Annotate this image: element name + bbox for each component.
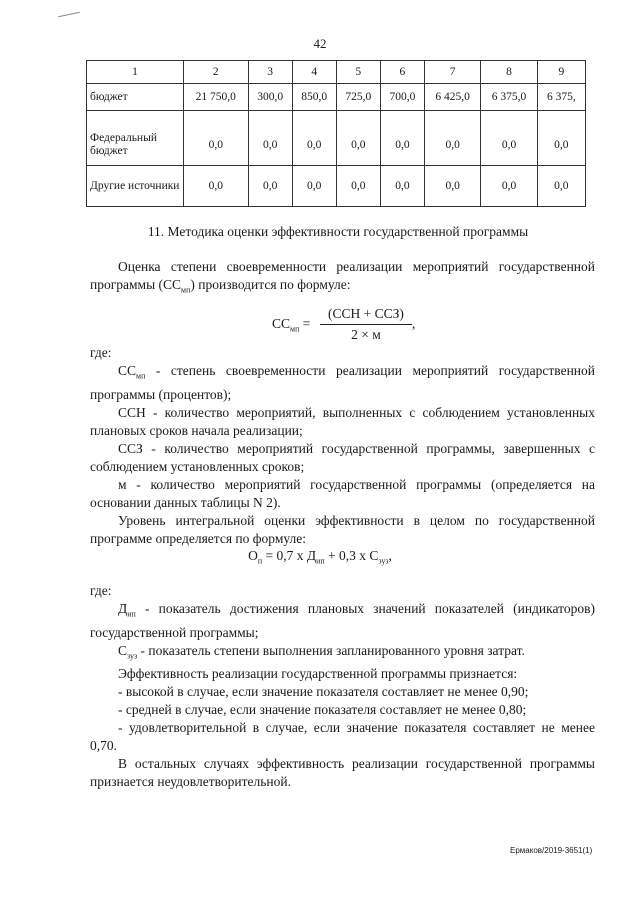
table-row — [87, 166, 586, 207]
def-d-subscript: ип — [127, 609, 136, 619]
header-cell: 1 — [87, 61, 184, 84]
header-cell: 5 — [336, 61, 380, 84]
header-cell: 4 — [292, 61, 336, 84]
formula-denominator: 2 × м — [351, 327, 381, 342]
table-cell: 0,0 — [292, 111, 336, 166]
eff-other: В остальных случаях эффективность реализации государственной программы признается неудовлетворительной. — [90, 756, 595, 790]
def-d-text: - показатель достижения плановых значений показателей (индикаторов) государственной программы; — [90, 601, 595, 640]
table-cell: 725,0 — [336, 84, 380, 111]
table-cell: 0,0 — [248, 111, 292, 166]
table-cell: 0,0 — [481, 166, 537, 207]
formula-op — [0, 548, 640, 566]
table-cell: 850,0 — [292, 84, 336, 111]
formula2-subscript: ип — [316, 556, 325, 566]
row-label: Другие источники — [87, 166, 184, 207]
footer-code: Ермаков/2019-3651(1) — [510, 846, 593, 855]
header-cell: 9 — [537, 61, 585, 84]
def-ss — [90, 362, 595, 404]
row-label: Федеральный бюджет — [87, 111, 184, 166]
page-number: 42 — [313, 36, 327, 51]
intro-text: Оценка степени своевременности реализации мероприятий государственной программы (СС — [90, 259, 595, 292]
def-d — [90, 600, 595, 642]
def-ssn: ССН - количество мероприятий, выполненных с соблюдением установленных плановых сроков начала реализации; — [90, 404, 595, 438]
table-cell: 700,0 — [380, 84, 424, 111]
section-title: 11. Методика оценки эффективности государственной программы — [147, 224, 529, 239]
table-cell: 6 375,0 — [481, 84, 537, 111]
formula2-part: + 0,3 х С — [324, 548, 379, 563]
table-cell: 0,0 — [424, 166, 480, 207]
header-cell: 8 — [481, 61, 537, 84]
def-ss-text: - степень своевременности реализации мероприятий государственной программы (процентов); — [90, 363, 595, 402]
formula-lhs-symbol: СС — [272, 316, 291, 331]
def-ss-symbol: СС — [118, 363, 137, 378]
table-cell: 0,0 — [481, 111, 537, 166]
table-row — [87, 84, 586, 111]
formula-numerator: (ССН + ССЗ) — [320, 306, 412, 325]
formula2-part: = 0,7 х Д — [262, 548, 317, 563]
intro-text-end: ) производится по формуле: — [190, 277, 351, 292]
def-s-symbol: С — [118, 642, 128, 658]
header-cell: 6 — [380, 61, 424, 84]
formula2-subscript: зуз — [378, 556, 389, 566]
paragraph-intro — [90, 258, 595, 300]
def-ssz: ССЗ - количество мероприятий государственной программы, завершенных с соблюдением установленных сроков; — [90, 440, 595, 474]
formula-fraction — [320, 306, 412, 343]
def-d-symbol: Д — [118, 601, 128, 616]
definitions-block-1 — [90, 344, 595, 548]
formula2-subscript: п — [257, 556, 263, 566]
table-cell: 0,0 — [248, 166, 292, 207]
table-cell: 0,0 — [292, 166, 336, 207]
table-cell: 300,0 — [248, 84, 292, 111]
table-cell: 21 750,0 — [184, 84, 249, 111]
eff-satisfactory: - удовлетворительной в случае, если значение показателя составляет не менее 0,70. — [90, 720, 595, 754]
table-cell: 0,0 — [537, 111, 585, 166]
table-cell: 0,0 — [380, 111, 424, 166]
def-m: м - количество мероприятий государственной программы (определяется на основании данных таблицы N 2). — [90, 476, 595, 510]
eff-mid: - средней в случае, если значение показателя составляет не менее 0,80; — [118, 702, 527, 718]
table-cell: 0,0 — [184, 111, 249, 166]
def-s-text: - показатель степени выполнения запланированного уровня затрат. — [137, 642, 525, 658]
formula-comma: , — [412, 316, 416, 331]
table-cell: 0,0 — [537, 166, 585, 207]
table-cell: 0,0 — [336, 111, 380, 166]
where-label: где: — [90, 345, 112, 360]
formula-equals: = — [299, 316, 311, 331]
def-s — [90, 642, 595, 666]
table-header-row — [87, 61, 586, 84]
table-cell: 0,0 — [336, 166, 380, 207]
scan-mark — [58, 12, 80, 18]
table-cell: 0,0 — [380, 166, 424, 207]
budget-table — [86, 60, 586, 207]
header-cell: 3 — [248, 61, 292, 84]
header-cell: 2 — [184, 61, 249, 84]
definitions-block-2 — [90, 582, 595, 791]
header-cell: 7 — [424, 61, 480, 84]
table-row — [87, 111, 586, 166]
para-level: Уровень интегральной оценки эффективности в целом по государственной программе определяется по формуле: — [90, 512, 595, 546]
table-cell: 0,0 — [424, 111, 480, 166]
table-cell: 6 425,0 — [424, 84, 480, 111]
formula-lhs — [272, 316, 310, 334]
table-cell: 0,0 — [184, 166, 249, 207]
intro-subscript: мп — [181, 285, 191, 295]
formula2-part: О — [248, 548, 258, 563]
def-s-subscript: зуз — [127, 651, 138, 661]
table-cell: 6 375, — [537, 84, 585, 111]
eff-high: - высокой в случае, если значение показателя составляет не менее 0,90; — [118, 684, 529, 700]
eff-intro: Эффективность реализации государственной программы признается: — [118, 666, 518, 682]
formula2-part: , — [388, 548, 392, 563]
def-ss-subscript: мп — [136, 371, 146, 381]
row-label: бюджет — [87, 84, 184, 111]
formula-lhs-subscript: мп — [290, 324, 300, 334]
where-label: где: — [90, 583, 112, 598]
